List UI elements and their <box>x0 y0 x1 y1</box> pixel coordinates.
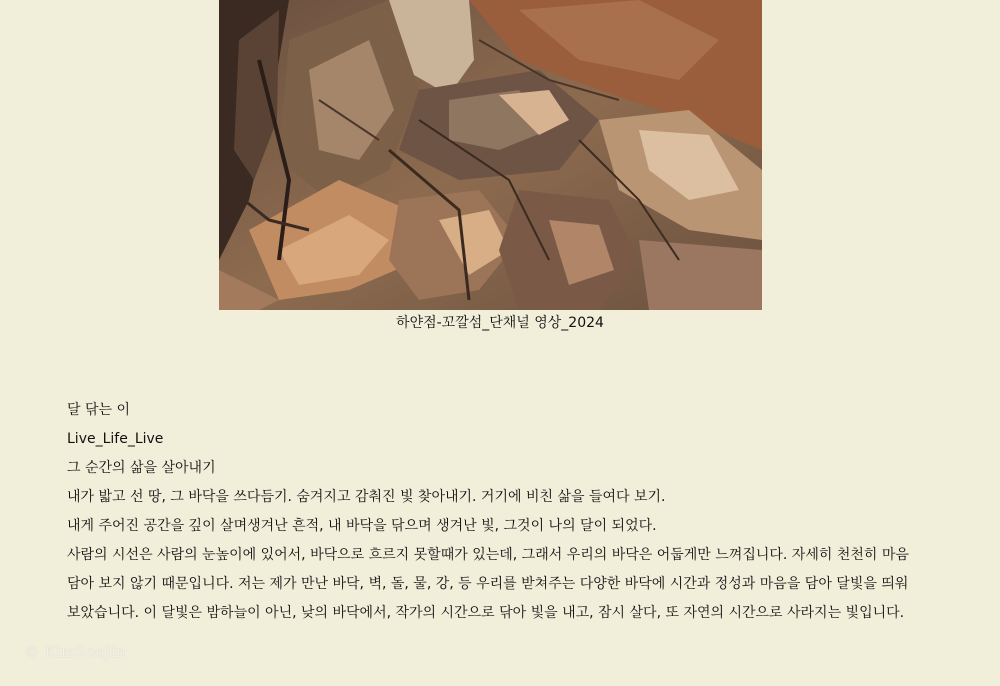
statement-title: 달 닦는 이 <box>67 402 130 418</box>
statement-line: 내가 밟고 선 땅, 그 바닥을 쓰다듬기. 숨겨지고 감춰진 빛 찾아내기. 거기에 비친 삶을 들여다 보기. <box>67 489 666 505</box>
copyright-watermark: © KimSooJin <box>24 643 127 661</box>
artist-statement <box>67 396 917 628</box>
statement-paragraph: 사람의 시선은 사람의 눈높이에 있어서, 바닥으로 흐르지 못할때가 있는데, 그래서 우리의 바닥은 어둡게만 느껴집니다. 자세히 천천히 마음담아 보지 않기 때문입니다. 저는 제가 만난 바닥, 벽, 돌, 물, 강, 등 우리를 받쳐주는 다양한 바닥에 시간과 정성과 마음을 담아 달빛을 띄워 보았습니다. 이 달빛은 밤하늘이 아닌, 낮의 바닥에서, 작가의 시간으로 닦아 빛을 내고, 잠시 살다, 또 자연의 시간으로 사라지는 빛입니다. <box>67 547 909 621</box>
artwork-image <box>219 0 762 310</box>
statement-line: 그 순간의 삶을 살아내기 <box>67 460 216 476</box>
statement-subtitle: Live_Life_Live <box>67 431 164 447</box>
statement-line: 내게 주어진 공간을 깊이 살며생겨난 흔적, 내 바닥을 닦으며 생겨난 빛, 그것이 나의 달이 되었다. <box>67 518 657 534</box>
image-caption: 하얀점-꼬깔섬_단채널 영상_2024 <box>396 315 604 331</box>
